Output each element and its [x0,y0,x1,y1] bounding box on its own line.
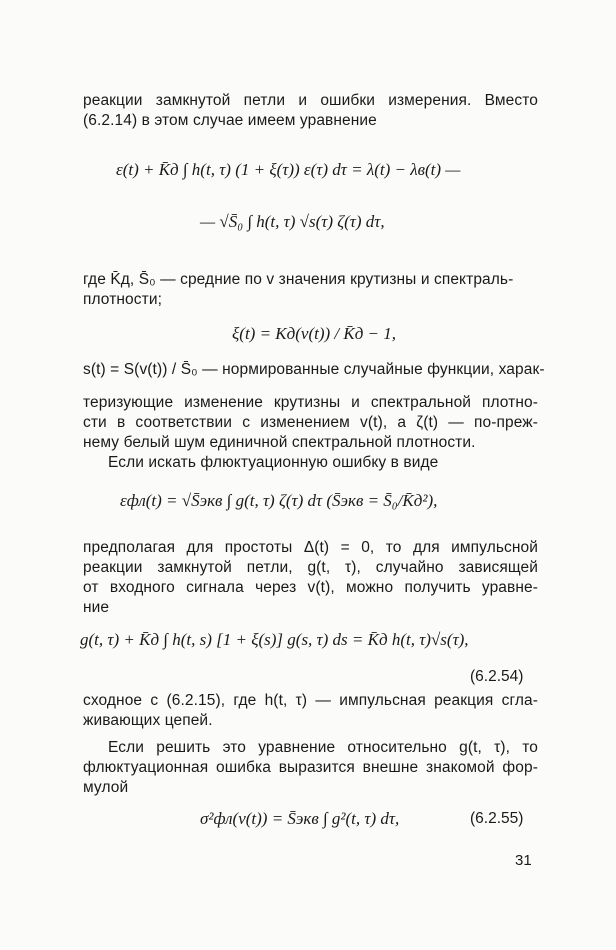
text-line-5: сти в соответствии с изменением v(t), а ζ(t) — по-преж- [83,414,538,431]
equation-g [80,616,540,668]
equation-1-text: ε(t) + K̄д ∫ h(t, τ) (1 + ξ(τ)) ε(τ) dτ = λ(t) − λв(t) — [116,160,461,179]
equation-xi-text: ξ(t) = Kд(v(t)) / K̄д − 1, [232,324,397,343]
equation-eps-fl-text: εфл(t) = √S̄экв ∫ g(t, τ) ζ(τ) dτ (S̄экв = S̄₀/K̄д²), [120,491,438,510]
equation-sigma-text: σ²фл(v(t)) = S̄экв ∫ g²(t, τ) dτ, [200,809,400,828]
text-line-11: ние [83,599,110,616]
text-line-3: плотности; [83,291,162,308]
text-line-2: (6.2.14) в этом случае имеем уравнение [83,112,377,129]
equation-g-text: g(t, τ) + K̄д ∫ h(t, s) [1 + ξ(s)] g(s, τ) ds = K̄д h(t, τ)√s(τ), [80,630,469,649]
text-line-14: Если решить это уравнение относительно g(t, τ), то [108,739,538,756]
text-line-13: живающих цепей. [83,712,213,729]
text-line-10: от входного сигнала через v(t), можно получить уравне- [83,579,538,596]
equation-2 [200,200,460,250]
text-line-8: предполагая для простоты Δ(t) = 0, то для импульсной [83,539,538,556]
text-line-9: реакции замкнутой петли, g(t, τ), случайно зависящей [83,559,538,576]
page-number: 31 [515,852,532,869]
equation-number-54: (6.2.54) [470,668,524,685]
equation-eps-fl [120,478,520,528]
text-line-1: реакции замкнутой петли и ошибки измерения. Вместо [83,92,538,109]
text-line-gde: где K̄д, S̄₀ — средние по v значения крутизны и спектраль- [83,271,514,288]
equation-1 [116,148,546,198]
text-line-15: флюктуационная ошибка выразится внешне знакомой фор- [83,759,538,776]
text-line-7: Если искать флюктуационную ошибку в виде [108,454,439,471]
text-line-12: сходное с (6.2.15), где h(t, τ) — импульсная реакция сгла- [83,692,538,709]
equation-sigma [200,795,440,847]
text-line-6: нему белый шум единичной спектральной плотности. [83,434,476,451]
text-line-st: s(t) = S(v(t)) / S̄₀ — нормированные случайные функции, харак- [83,361,545,378]
equation-xi [232,312,412,356]
equation-2-text: — √S̄₀ ∫ h(t, τ) √s(τ) ζ(τ) dτ, [200,212,385,231]
equation-number-55: (6.2.55) [470,810,524,827]
text-line-4: теризующие изменение крутизны и спектральной плотно- [83,394,538,411]
text-line-16: мулой [83,779,129,796]
